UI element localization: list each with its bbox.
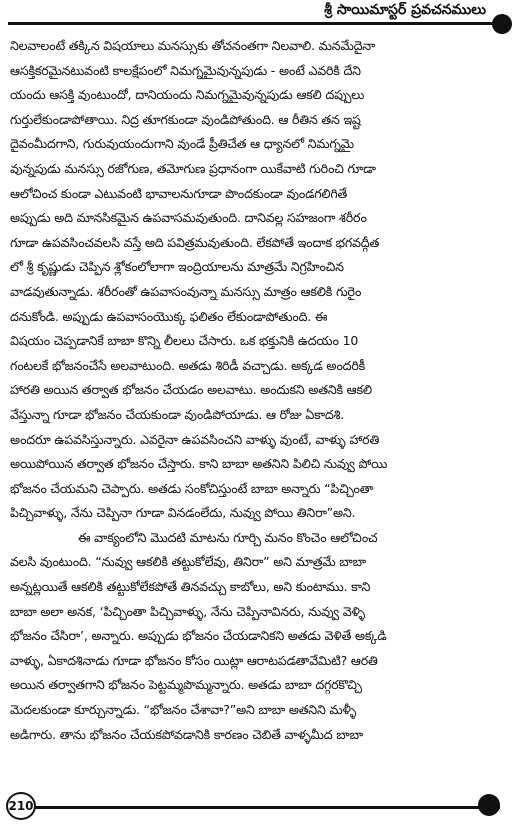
text-line: భోజనం చేసిరా’, అన్నారు. అప్పుడు భోజనం చేయడానికని అతడు వెళితే అక్కడి [10,628,387,644]
header-ornament-dot [492,14,512,34]
text-line: అయిన తర్వాతగాని భోజనం పెట్టమ్మపొమ్మన్నారు. అతడు బాబా దగ్గరకొచ్చి [10,677,362,693]
text-line: పిచ్చివాళ్ళు, నేను చెప్పినా గూడా వినడంలేదు, నువ్వు పోయి తినిరా”అని. [10,505,356,521]
page-body [10,34,506,776]
text-line: అందరూ ఉపవసిస్తున్నారు. ఎవరైనా ఉపవసించని వాళ్ళు వుంటే, వాళ్ళు హారతి [10,431,380,447]
text-line: వలసి వుంటుంది. “నువ్వు ఆకలికి తట్టుకోలేవు, తినిరా” అని మాత్రమే బాబా [10,554,366,570]
text-line: ఆలోచించ కుండా ఎటువంటి భావాలనుగూడా పొందకుండా వుండగలిగితే [10,185,348,201]
text-line: అప్పుడు అది మానసికమైన ఉపవాసమవుతుంది. దానివల్ల సహజంగా శరీరం [10,210,367,226]
text-line: దనుకోండి. అప్పుడు ఉపవాసంయొక్క ఫలితం లేకుండాపోతుంది. ఈ [10,308,328,324]
text-line: అయిపోయిన తర్వాత భోజనం చేస్తారు. కాని బాబా అతనిని పిలిచి నువ్వు పోయి [10,456,388,472]
text-line: విషయం చెప్పడానికే బాబా కొన్ని లీలలు చేసారు. ఒక భక్తునికి ఉదయం 10 [10,333,359,349]
text-line: మెదలకుండా కూర్చున్నాడు. “భోజనం చేశావా?”అని బాబా అతనిని మళ్ళీ [10,702,357,718]
text-line: ఆసక్తికరమైనటువంటి కాలక్షేపంలో నిమగ్నమైవున్నపుడు - అంటే ఎవరికి దేని [10,62,361,78]
text-line: దైవంమీదగాని, గురువుయందుగాని వుండే ప్రీతిచేత ఆ ధ్యానలో నిమగ్నమై [10,136,354,152]
text-line: నిలవాలంటే తక్కిన విషయాలు మనస్సుకు తోచనంతగా నిలవాలి. మనమేదైనా [10,38,376,53]
text-line: అడిగారు. తాను భోజనం చేయకపోవడానికి కారణం చెబితే వాళ్ళమీద బాబా [10,726,363,742]
text-line: వున్నపుడు మనస్సు రజోగుణ, తమోగుణ ప్రధానంగా యికేవాటి గురించి గూడా [10,160,376,176]
text-line: గుర్తులేకుండాపోతాయి. నిద్ర తూగకుండా వుండిపోతుంది. ఆ రీతిన తన ఇష్ట [10,111,361,127]
text-line: భోజనం చేయమని చెప్పారు. అతడు సంకోచిస్తుంటే బాబా అన్నారు “పిచ్చింతా [10,480,374,496]
text-line: అన్నట్లయితే ఆకలికి తట్టుకోలేకపోతే తినవచ్చు కాబోలు, అని కుంటాము. కాని [10,579,371,595]
text-line: గూడా ఉపవసించవలసి వస్తే అది పవిత్రమవుతుంది. లేకపోతే ఇందాక భగవద్గీత [10,234,380,250]
text-line: హారతి అయిన తర్వాత భోజనం చేయడం అలవాటు. అందుకని అతనికి ఆకలి [10,382,372,398]
text-line: బాబా అలా అనక, ‘పిచ్చింతా పిచ్చివాళ్ళు, నేను చెప్పినావినరు, నువ్వు వెళ్ళి [10,603,366,619]
header-rule [8,22,508,25]
footer-ornament-dot [478,794,500,816]
text-line: గంటలకే భోజనంచేసే అలవాటుంది. అతడు శిరిడీ వచ్చాడు. అక్కడ అందరికీ [10,357,365,373]
page-number: 210 [6,792,36,820]
paragraph-start-line: ఈ వాక్యంలోని మొదటి మాటను గూర్చి మనం కొంచెం ఆలోచించ [78,529,378,545]
footer-rule [30,806,500,809]
text-line: యందు ఆసక్తి వుంటుందో, దానియందు నిమగ్నమైవున్నపుడు ఆకలి దప్పులు [10,87,365,103]
text-line: వాళ్ళు, ఏకాదశినాడు గూడా భోజనం కోసం యిట్లా ఆరాటపడతావేమిటి? ఆరతి [10,652,378,668]
text-line: వాడవుతున్నాడు. శరీరంతో ఉపవాసంవున్నా మనస్సు మాత్రం ఆకలికి గురైం [10,283,362,299]
text-line: వేస్తున్నా గూడా భోజనం చేయకుండా వుండిపోయాడు. ఆ రోజు ఏకాదశి. [10,406,345,422]
running-header-title: శ్రీ సాయిమాస్టర్ ప్రవచనములు [320,2,490,21]
text-line: లో శ్రీ కృష్ణుడు చెప్పిన శ్లోకంలోలాగా ఇంద్రియాలను మాత్రమే నిగ్రహించిన [10,259,344,275]
